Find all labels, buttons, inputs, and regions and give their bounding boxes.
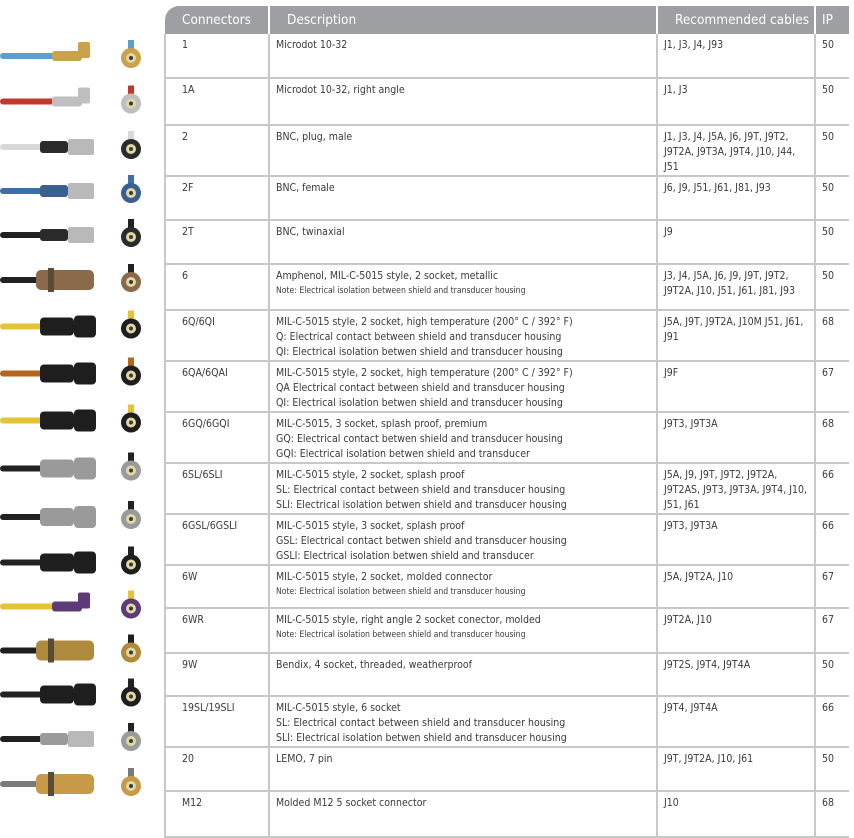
ip-cell: 50: [815, 747, 849, 791]
connector-cell: 6WR: [165, 608, 269, 653]
connector-photo: [0, 635, 141, 663]
description-line: SLI: Electrical isolation betwen shield and transducer housing: [276, 499, 567, 511]
ip-cell: 67: [815, 361, 849, 412]
header-ip: IP: [815, 6, 849, 34]
description-line: MIL-C-5015 style, 6 socket: [276, 702, 401, 714]
description-cell: [269, 34, 657, 78]
header-description: Description: [269, 6, 657, 34]
table-row: [165, 361, 849, 412]
description-line: QA Electrical contact between shield and transducer housing: [276, 382, 565, 394]
description-line: Microdot 10-32: [276, 39, 348, 51]
header-connectors: Connectors: [165, 6, 269, 34]
table-row: [165, 653, 849, 696]
connector-cell: 2F: [165, 176, 269, 220]
description-cell: [269, 78, 657, 125]
description-line: Amphenol, MIL-C-5015 style, 2 socket, metallic: [276, 270, 499, 282]
description-cell: [269, 176, 657, 220]
cables-cell: J1, J3: [657, 78, 815, 125]
table-row: [165, 412, 849, 463]
cables-cell: J3, J4, J5A, J6, J9, J9T, J9T2, J9T2A, J10, J51, J61, J81, J93: [657, 264, 815, 310]
ip-cell: 50: [815, 264, 849, 310]
description-line: MIL-C-5015 style, 3 socket, splash proof: [276, 520, 465, 532]
connector-cell: 19SL/19SLI: [165, 696, 269, 747]
table-body: [165, 34, 849, 837]
connector-photo: [0, 131, 141, 159]
description-cell: [269, 310, 657, 361]
connector-cell: 1A: [165, 78, 269, 125]
ip-cell: 68: [815, 791, 849, 837]
description-cell: [269, 696, 657, 747]
connectors-table: [164, 6, 849, 838]
cables-cell: J9T4, J9T4A: [657, 696, 815, 747]
connector-cell: 6SL/6SLI: [165, 463, 269, 514]
connector-photos: [0, 0, 165, 822]
ip-cell: 50: [815, 653, 849, 696]
connector-photo: [0, 453, 141, 481]
connector-photo: [0, 219, 141, 247]
description-cell: [269, 653, 657, 696]
table-row: [165, 310, 849, 361]
connector-photo: [0, 679, 141, 707]
cables-cell: J5A, J9T, J9T2A, J10M J51, J61, J91: [657, 310, 815, 361]
description-line: Bendix, 4 socket, threaded, weatherproof: [276, 659, 472, 671]
connector-photo: [0, 175, 141, 203]
ip-cell: 66: [815, 514, 849, 565]
description-line: BNC, plug, male: [276, 131, 353, 143]
connector-cell: 2T: [165, 220, 269, 264]
ip-cell: 50: [815, 176, 849, 220]
ip-cell: 50: [815, 125, 849, 176]
description-line: MIL-C-5015 style, 2 socket, splash proof: [276, 469, 465, 481]
cables-cell: J1, J3, J4, J93: [657, 34, 815, 78]
cables-cell: J6, J9, J51, J61, J81, J93: [657, 176, 815, 220]
table-row: [165, 696, 849, 747]
connector-cell: 9W: [165, 653, 269, 696]
ip-cell: 50: [815, 34, 849, 78]
connector-photo: [0, 40, 141, 68]
ip-cell: 50: [815, 78, 849, 125]
description-line: MIL-C-5015, 3 socket, splash proof, premium: [276, 418, 488, 430]
description-line: Microdot 10-32, right angle: [276, 84, 405, 96]
description-line: QI: Electrical isolation betwen shield and transducer housing: [276, 346, 563, 358]
cables-cell: J1, J3, J4, J5A, J6, J9T, J9T2, J9T2A, J9T3A, J9T4, J10, J44, J51: [657, 125, 815, 176]
connector-photo: [0, 405, 141, 433]
description-note: Note: Electrical isolation between shield and transducer housing: [276, 630, 526, 640]
description-line: GSLI: Electrical isolation betwen shield and transducer: [276, 550, 534, 562]
table-row: [165, 565, 849, 608]
description-cell: [269, 608, 657, 653]
table-row: [165, 176, 849, 220]
description-line: GQI: Electrical isolation betwen shield and transducer: [276, 448, 530, 460]
table-row: [165, 264, 849, 310]
connector-photo: [0, 501, 141, 529]
table-row: [165, 747, 849, 791]
description-cell: [269, 125, 657, 176]
description-note: Note: Electrical isolation between shield and transducer housing: [276, 286, 526, 296]
table-row: [165, 514, 849, 565]
table-row: [165, 463, 849, 514]
connector-photo: [0, 311, 141, 339]
ip-cell: 68: [815, 310, 849, 361]
table-row: [165, 791, 849, 837]
cables-cell: J9T2S, J9T4, J9T4A: [657, 653, 815, 696]
connector-cell: 2: [165, 125, 269, 176]
connector-cell: 6GSL/6GSLI: [165, 514, 269, 565]
description-line: LEMO, 7 pin: [276, 753, 333, 765]
cables-cell: J9: [657, 220, 815, 264]
cables-cell: J9T3, J9T3A: [657, 412, 815, 463]
ip-cell: 66: [815, 696, 849, 747]
description-line: MIL-C-5015 style, right angle 2 socket conector, molded: [276, 614, 541, 626]
description-line: SL: Electrical contact between shield and transducer housing: [276, 484, 566, 496]
table-row: [165, 608, 849, 653]
description-cell: [269, 412, 657, 463]
connector-cell: 6QA/6QAI: [165, 361, 269, 412]
connector-photo: [0, 86, 141, 114]
description-cell: [269, 565, 657, 608]
description-line: BNC, female: [276, 182, 335, 194]
ip-cell: 68: [815, 412, 849, 463]
connector-photo: [0, 591, 141, 619]
table-row: [165, 78, 849, 125]
description-line: QI: Electrical isolation betwen shield and transducer housing: [276, 397, 563, 409]
description-line: BNC, twinaxial: [276, 226, 345, 238]
cables-cell: J9F: [657, 361, 815, 412]
description-cell: [269, 361, 657, 412]
description-cell: [269, 220, 657, 264]
cables-cell: J9T, J9T2A, J10, J61: [657, 747, 815, 791]
connector-cell: 6Q/6QI: [165, 310, 269, 361]
table-header: [165, 6, 849, 34]
description-cell: [269, 747, 657, 791]
connector-photo: [0, 358, 141, 386]
connector-cell: M12: [165, 791, 269, 837]
description-line: GSL: Electrical contact betwen shield and transducer housing: [276, 535, 567, 547]
ip-cell: 50: [815, 220, 849, 264]
ip-cell: 67: [815, 608, 849, 653]
cables-cell: J9T2A, J10: [657, 608, 815, 653]
connector-cell: 6W: [165, 565, 269, 608]
description-cell: [269, 514, 657, 565]
ip-cell: 66: [815, 463, 849, 514]
connector-photo: [0, 768, 141, 796]
cables-cell: J9T3, J9T3A: [657, 514, 815, 565]
description-line: SL: Electrical contact between shield and transducer housing: [276, 717, 566, 729]
connector-cell: 6GQ/6GQI: [165, 412, 269, 463]
table-row: [165, 125, 849, 176]
description-cell: [269, 264, 657, 310]
connector-cell: 1: [165, 34, 269, 78]
description-cell: [269, 463, 657, 514]
description-line: Q: Electrical contact between shield and transducer housing: [276, 331, 562, 343]
cables-cell: J10: [657, 791, 815, 837]
description-line: MIL-C-5015 style, 2 socket, high temperature (200° C / 392° F): [276, 367, 573, 379]
connector-cell: 20: [165, 747, 269, 791]
description-line: GQ: Electrical contact betwen shield and transducer housing: [276, 433, 563, 445]
header-recommended-cables: Recommended cables: [657, 6, 815, 34]
table-row: [165, 220, 849, 264]
table-row: [165, 34, 849, 78]
connector-photo: [0, 264, 141, 292]
description-line: MIL-C-5015 style, 2 socket, high temperature (200° C / 392° F): [276, 316, 573, 328]
description-line: Molded M12 5 socket connector: [276, 797, 427, 809]
connector-photo: [0, 547, 141, 575]
description-cell: [269, 791, 657, 837]
description-line: SLI: Electrical isolation betwen shield and transducer housing: [276, 732, 567, 744]
ip-cell: 67: [815, 565, 849, 608]
connector-photos-column: [0, 0, 165, 822]
cables-cell: J5A, J9T2A, J10: [657, 565, 815, 608]
description-note: Note: Electrical isolation between shield and transducer housing: [276, 587, 526, 597]
description-line: MIL-C-5015 style, 2 socket, molded connector: [276, 571, 493, 583]
cables-cell: J5A, J9, J9T, J9T2, J9T2A, J9T2AS, J9T3, J9T3A, J9T4, J10, J51, J61: [657, 463, 815, 514]
connector-photo: [0, 723, 141, 751]
connector-cell: 6: [165, 264, 269, 310]
